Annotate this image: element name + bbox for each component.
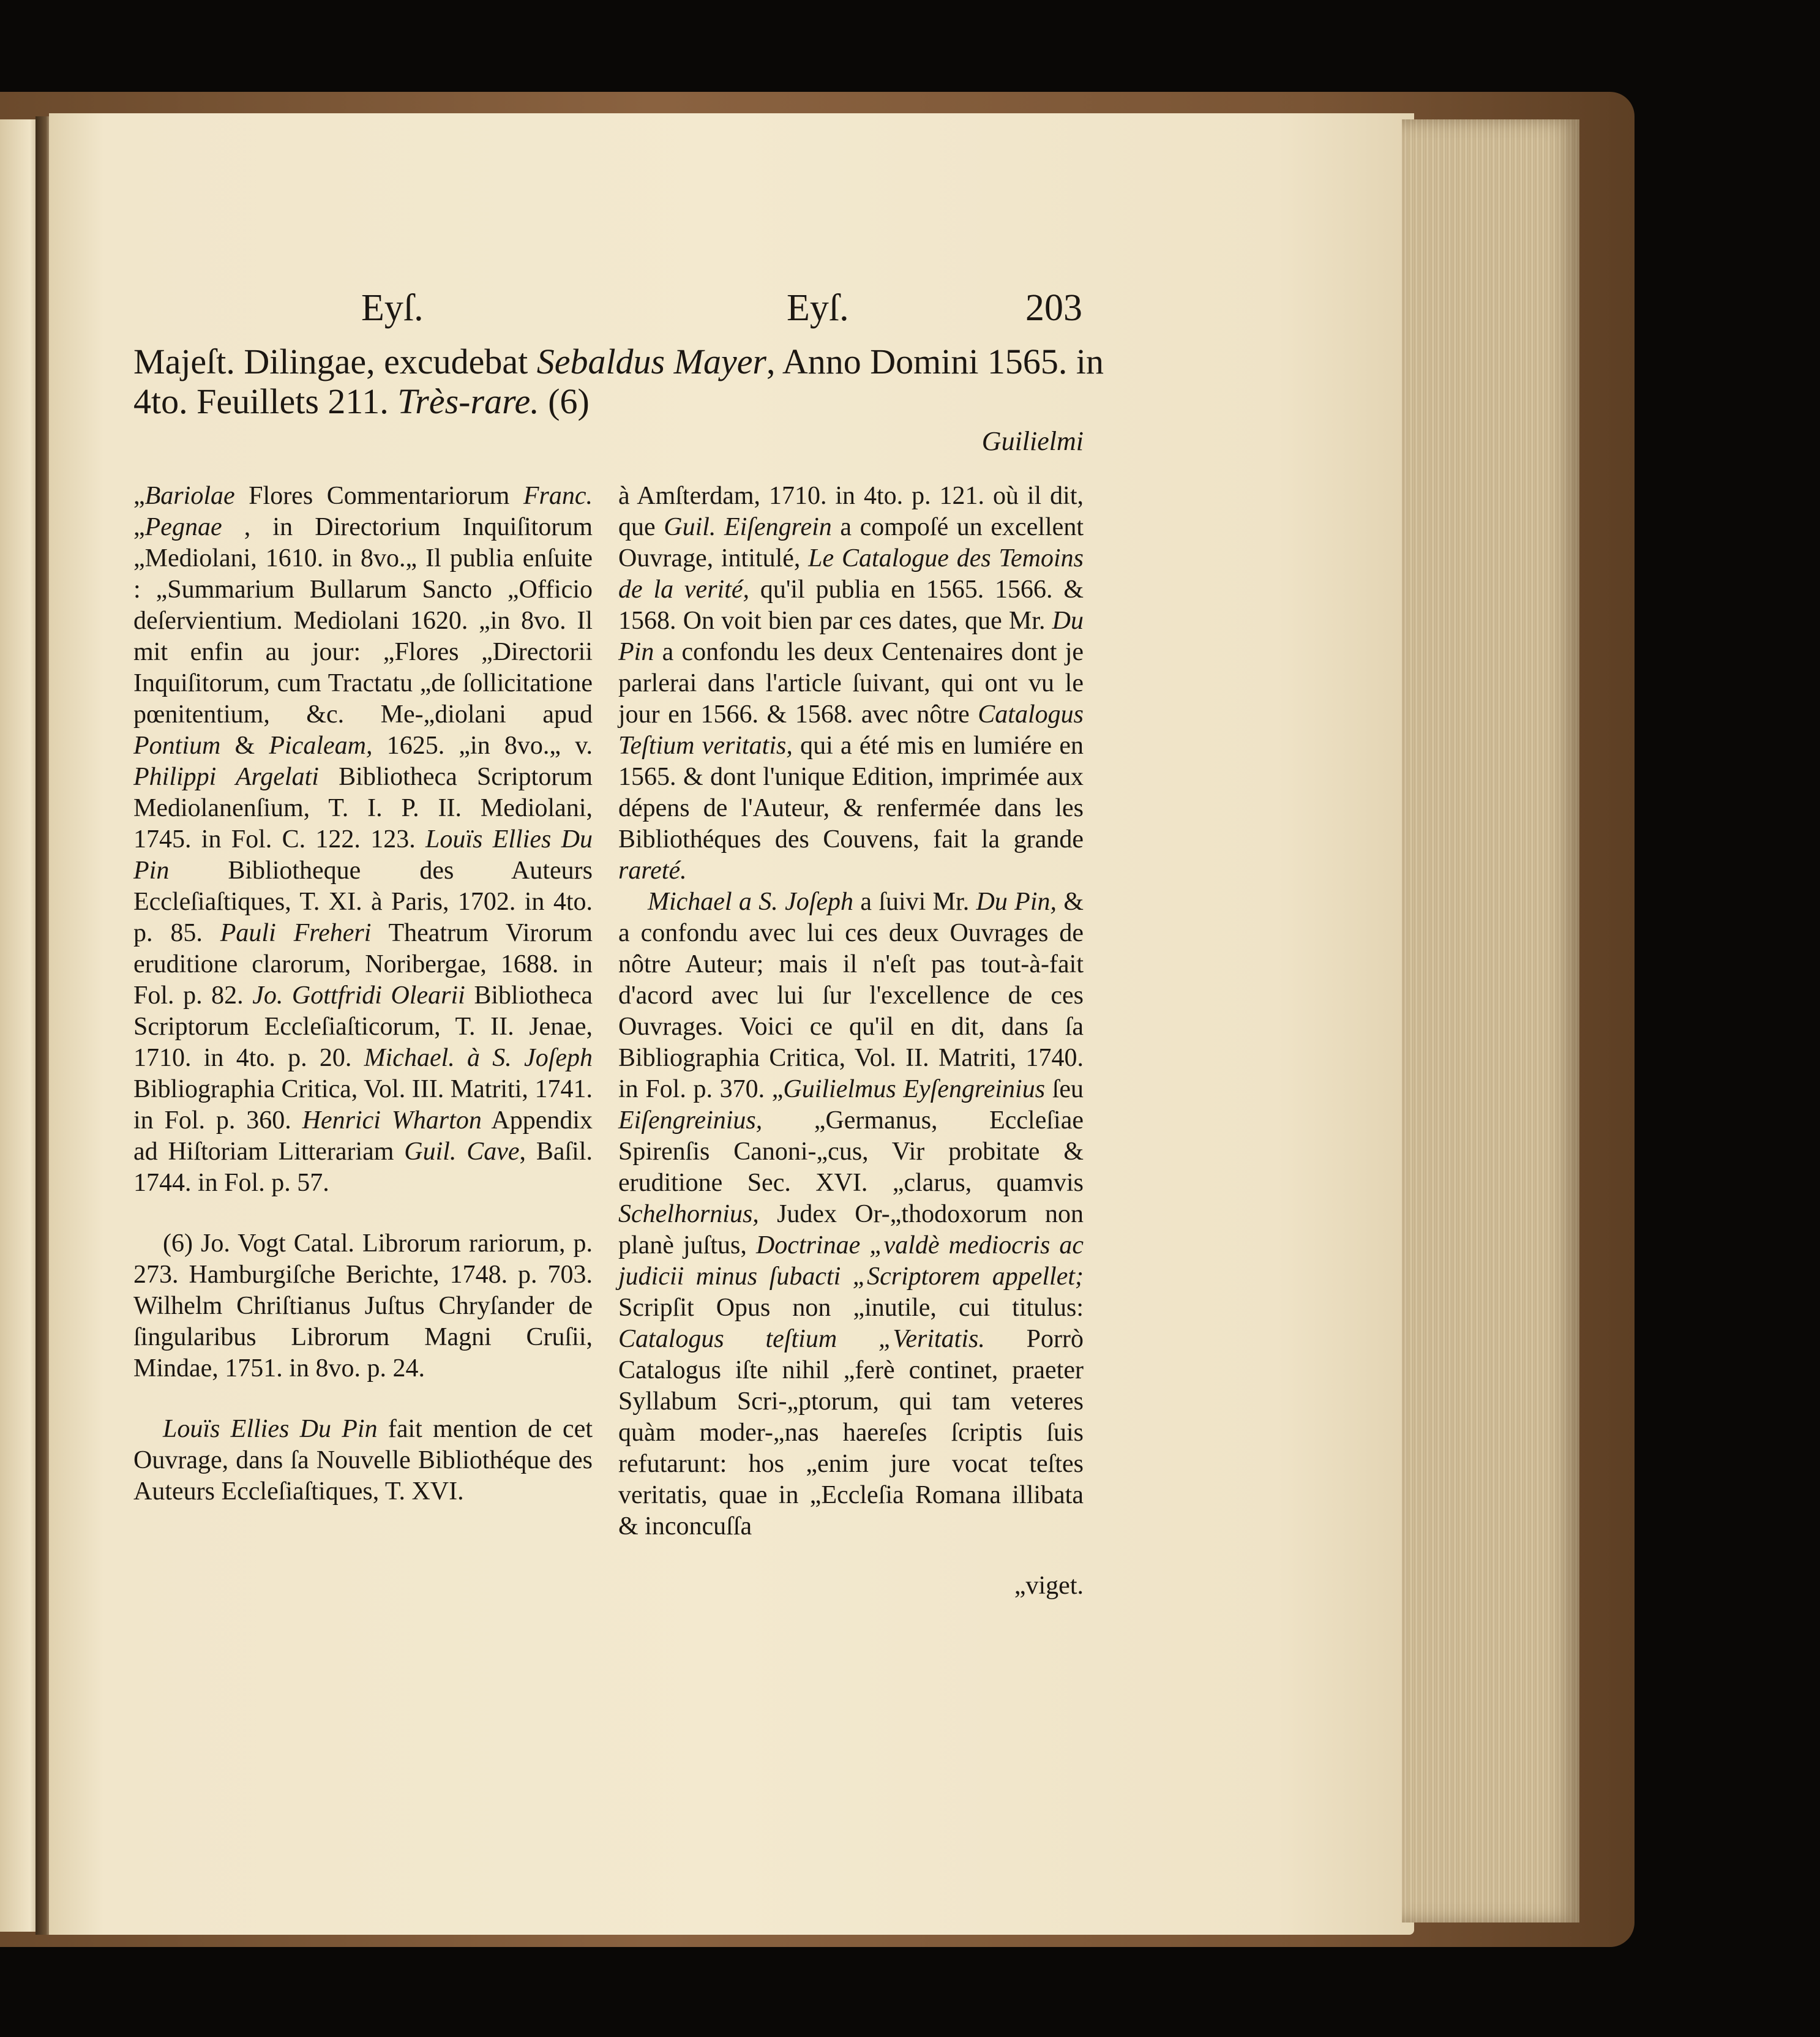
right-paragraph-1 bbox=[618, 481, 1084, 887]
text-run: Porrò Catalogus iſte nihil „ferè continet, praeter Syllabum Scri-„ptorum, qui tam veteres quàm moder-„nas haereſes ſcriptis ſuis refutarunt: hos „enim jure vocat teſtes veritatis, quae in „Eccleſia Romana illibata & inconcuſſa bbox=[618, 1325, 1084, 1540]
italic-run: Pontium bbox=[133, 732, 221, 760]
text-run: „ bbox=[133, 513, 145, 541]
left-column bbox=[133, 481, 593, 1537]
text-run: a confondu les deux Centenaires dont je parlerai dans l'article ſuivant, qui ont vu le jour en 1566. & 1568. avec nôtre bbox=[618, 638, 1084, 729]
italic-run: Guil. Cave bbox=[404, 1138, 520, 1166]
text-run: Appendix ad Hiſtoriam Litterariam bbox=[133, 1106, 593, 1166]
text-run: Bibliotheca Scriptorum Eccleſiaſticorum, T. II. Jenae, 1710. in 4to. p. 20. bbox=[133, 981, 593, 1072]
text-run: „Germanus, Eccleſiae Spirenſis Canoni-„cus, Vir probitate & eruditione Sec. XVI. „clarus, quamvis bbox=[618, 1106, 1084, 1197]
text-run: , in Directorium Inquiſitorum „Mediolani, 1610. in 8vo.„ Il publia enſuite : „Summarium Bullarum Sancto „Officio deſervientium. Mediolani 1620. „in 8vo. Il mit enfin au jour: „Flores „Directorii Inquiſitorum, cum Tractatu „de ſollicitatione pœnitentium, &c. Me-„diolani apud bbox=[133, 513, 593, 729]
right-column bbox=[618, 481, 1084, 1542]
italic-run: Schelhornius, bbox=[618, 1200, 759, 1228]
italic-run: Catalogus teſtium „Veritatis. bbox=[618, 1325, 985, 1353]
catchword-bottom: „viget. bbox=[1014, 1572, 1084, 1600]
italic-run: Du Pin, bbox=[976, 888, 1057, 916]
left-paragraph-1 bbox=[133, 481, 593, 1199]
left-paragraph-3 bbox=[133, 1414, 593, 1507]
page-number: 203 bbox=[1025, 287, 1082, 329]
text-run: ſeu bbox=[1045, 1075, 1084, 1103]
italic-run: Louïs Ellies Du Pin bbox=[133, 825, 593, 885]
text-run: qu'il publia en 1565. 1566. & 1568. On voit bien par ces dates, que Mr. bbox=[618, 576, 1084, 635]
italic-run: Jo. Gottfridi Olearii bbox=[252, 981, 465, 1010]
italic-run: Pauli Freheri bbox=[220, 919, 372, 947]
italic-run: Guil. Eiſengrein bbox=[664, 513, 832, 541]
italic-run: Picaleam, bbox=[269, 732, 373, 760]
text-run: „ bbox=[133, 482, 145, 510]
italic-run: Du Pin bbox=[618, 607, 1084, 666]
text-run: 1625. „in 8vo.„ v. bbox=[372, 732, 593, 760]
catchword-top: Guilielmi bbox=[981, 426, 1084, 456]
text-run: Bibliographia Critica, Vol. III. Matriti, 1741. in Fol. p. 360. bbox=[133, 1075, 593, 1135]
right-paragraph-2 bbox=[618, 887, 1084, 1542]
text-run: , Baſil. 1744. in Fol. p. 57. bbox=[133, 1138, 593, 1197]
text-run: (6) Jo. Vogt Catal. Librorum rariorum, p. 273. Hamburgiſche Berichte, 1748. p. 703. Wilhelm Chriſtianus Juſtus Chryſander de ſingularibus Librorum Magni Cruſii, Mindae, 1751. in 8vo. p. 24. bbox=[133, 1229, 593, 1382]
text-run: Scripſit Opus non „inutile, cui titulus: bbox=[618, 1294, 1084, 1322]
italic-run: Henrici Wharton bbox=[302, 1106, 482, 1135]
italic-run: Bariolae bbox=[144, 482, 235, 510]
text-run: qui a été mis en lumiére en 1565. & dont l'unique Edition, imprimée aux dépens de l'Auteur, & renfermée dans les Bibliothéques des Couvens, fait la grande bbox=[618, 732, 1084, 853]
running-head-center: Eyſ. bbox=[787, 287, 849, 329]
text-run: Theatrum Virorum eruditione clarorum, Noribergae, 1688. in Fol. p. 82. bbox=[133, 919, 593, 1010]
text-run: Bibliotheque des Auteurs Eccleſiaſtiques, T. XI. à Paris, 1702. in 4to. p. 85. bbox=[133, 857, 593, 947]
italic-run: Le Catalogue des Temoins de la verité, bbox=[618, 544, 1084, 604]
italic-run: Louïs Ellies Du Pin bbox=[163, 1415, 378, 1443]
left-paragraph-2 bbox=[133, 1228, 593, 1384]
text-run: à Amſterdam, 1710. in 4to. p. 121. où il dit, que bbox=[618, 482, 1084, 541]
opening-line-1: Majeſt. Dilingae, excudebat Sebaldus Mayer, Anno Domini 1565. in bbox=[133, 342, 1104, 381]
text-run: & a confondu avec lui ces deux Ouvrages de nôtre Auteur; mais il n'eſt pas tout-à-fait d'acord avec lui ſur l'excellence de ces Ouvrages. Voici ce qu'il en dit, dans ſa Bibliographia Critica, Vol. II. Matriti, 1740. in Fol. p. 370. „ bbox=[618, 888, 1084, 1103]
italic-run: Catalogus Teſtium veritatis, bbox=[618, 700, 1084, 760]
text-run: fait mention de cet Ouvrage, dans ſa Nouvelle Bibliothéque des Auteurs Eccleſiaſtiques, T. XVI. bbox=[133, 1415, 593, 1506]
text-run: Flores Commentariorum bbox=[234, 482, 523, 510]
text-run: a ſuivi Mr. bbox=[853, 888, 976, 916]
italic-run: Michael a S. Joſeph bbox=[648, 888, 854, 916]
italic-run: Eiſengreinius, bbox=[618, 1106, 763, 1135]
page-edges bbox=[1402, 119, 1579, 1923]
italic-run: Doctrinae „valdè mediocris ac judicii minus ſubacti „Scriptorem appellet; bbox=[618, 1231, 1084, 1291]
text-run: Judex Or-„thodoxorum non planè juſtus, bbox=[618, 1200, 1084, 1259]
italic-run: Michael. à S. Joſeph bbox=[364, 1044, 593, 1072]
text-run: & bbox=[220, 732, 269, 760]
italic-run: Guilielmus Eyſengreinius bbox=[783, 1075, 1046, 1103]
running-head-left: Eyſ. bbox=[361, 287, 424, 329]
italic-run: Pegnae bbox=[144, 513, 222, 541]
text-run: a compoſé un excellent Ouvrage, intitulé, bbox=[618, 513, 1084, 572]
italic-run: rareté. bbox=[618, 857, 687, 885]
opening-line-2: 4to. Feuillets 211. Très-rare. (6) bbox=[133, 381, 590, 421]
italic-run: Franc. bbox=[523, 482, 593, 510]
text-run: Bibliotheca Scriptorum Mediolanenſium, T. I. P. II. Mediolani, 1745. in Fol. C. 122. 123. bbox=[133, 763, 593, 853]
italic-run: Philippi Argelati bbox=[133, 763, 319, 791]
